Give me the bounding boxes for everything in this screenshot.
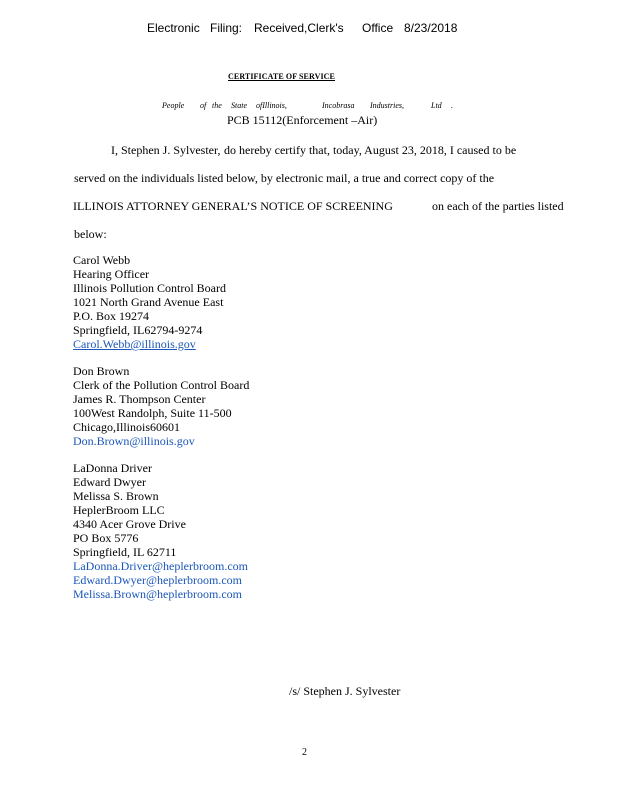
stamp-received: Received,Clerk's	[254, 21, 344, 35]
contact-email-link[interactable]: Edward.Dwyer@heplerbroom.com	[73, 573, 242, 587]
contact-name: Melissa S. Brown	[73, 489, 159, 503]
contact-city: Springfield, IL62794-9274	[73, 323, 203, 337]
contact-name: Don Brown	[73, 364, 130, 378]
certificate-title: CERTIFICATE OF SERVICE	[228, 72, 335, 81]
page-number: 2	[302, 747, 307, 758]
body-line-3a: ILLINOIS ATTORNEY GENERAL’S NOTICE OF SCREENING	[73, 199, 393, 213]
stamp-date: 8/23/2018	[404, 21, 458, 35]
body-line-1a: I, Stephen J. Sylvester,	[111, 143, 221, 157]
contact-title: Clerk of the Pollution Control Board	[73, 378, 250, 392]
contact-block-webb	[73, 253, 226, 351]
contact-address-1: 4340 Acer Grove Drive	[73, 517, 186, 531]
contact-email-link[interactable]: Melissa.Brown@heplerbroom.com	[73, 587, 243, 601]
contact-title: Hearing Officer	[73, 267, 150, 281]
contact-org: HeplerBroom LLC	[73, 503, 165, 517]
body-line-4: below:	[74, 227, 107, 241]
contact-email-link[interactable]: Don.Brown@illinois.gov	[73, 434, 195, 448]
case-number: PCB 15112(Enforcement –Air)	[227, 113, 378, 127]
stamp-electronic: Electronic	[147, 21, 200, 35]
caption-of: of	[200, 101, 207, 110]
caption-state: State	[231, 101, 247, 110]
contact-email-link[interactable]: Carol.Webb@illinois.gov	[73, 337, 196, 351]
contact-name: Edward Dwyer	[73, 475, 146, 489]
contact-email-link[interactable]: LaDonna.Driver@heplerbroom.com	[73, 559, 248, 573]
caption-people: People	[162, 101, 185, 110]
caption-dot: .	[451, 101, 453, 110]
contact-address-2: P.O. Box 19274	[73, 309, 150, 323]
signature: /s/ Stephen J. Sylvester	[289, 684, 401, 698]
contact-address-1: 1021 North Grand Avenue East	[73, 295, 224, 309]
body-line-1b: do hereby certify that, today, August 23, 2018, I caused to be	[224, 143, 517, 157]
caption-ofillinois: ofIllinois,	[256, 101, 287, 110]
body-line-3b: on each of the parties listed	[432, 199, 564, 213]
contact-org: Illinois Pollution Control Board	[73, 281, 227, 295]
body-line-2: served on the individuals listed below, by electronic mail, a true and correct copy of the	[74, 171, 495, 185]
contact-block-heplerbroom	[73, 461, 248, 601]
contact-name: LaDonna Driver	[73, 461, 152, 475]
contact-address-1: 100West Randolph, Suite 11-500	[73, 406, 232, 420]
caption-industries: Industries,	[370, 101, 404, 110]
caption-ltd: Ltd	[431, 101, 442, 110]
contact-address-2: PO Box 5776	[73, 531, 139, 545]
contact-block-brown	[73, 364, 249, 448]
caption-incobrasa: Incobrasa	[322, 101, 355, 110]
stamp-filing: Filing:	[210, 21, 243, 35]
stamp-office: Office	[362, 21, 394, 35]
caption-the: the	[212, 101, 222, 110]
contact-city: Chicago,Illinois60601	[73, 420, 180, 434]
contact-org: James R. Thompson Center	[73, 392, 206, 406]
contact-city: Springfield, IL 62711	[73, 545, 177, 559]
contact-name: Carol Webb	[73, 253, 131, 267]
